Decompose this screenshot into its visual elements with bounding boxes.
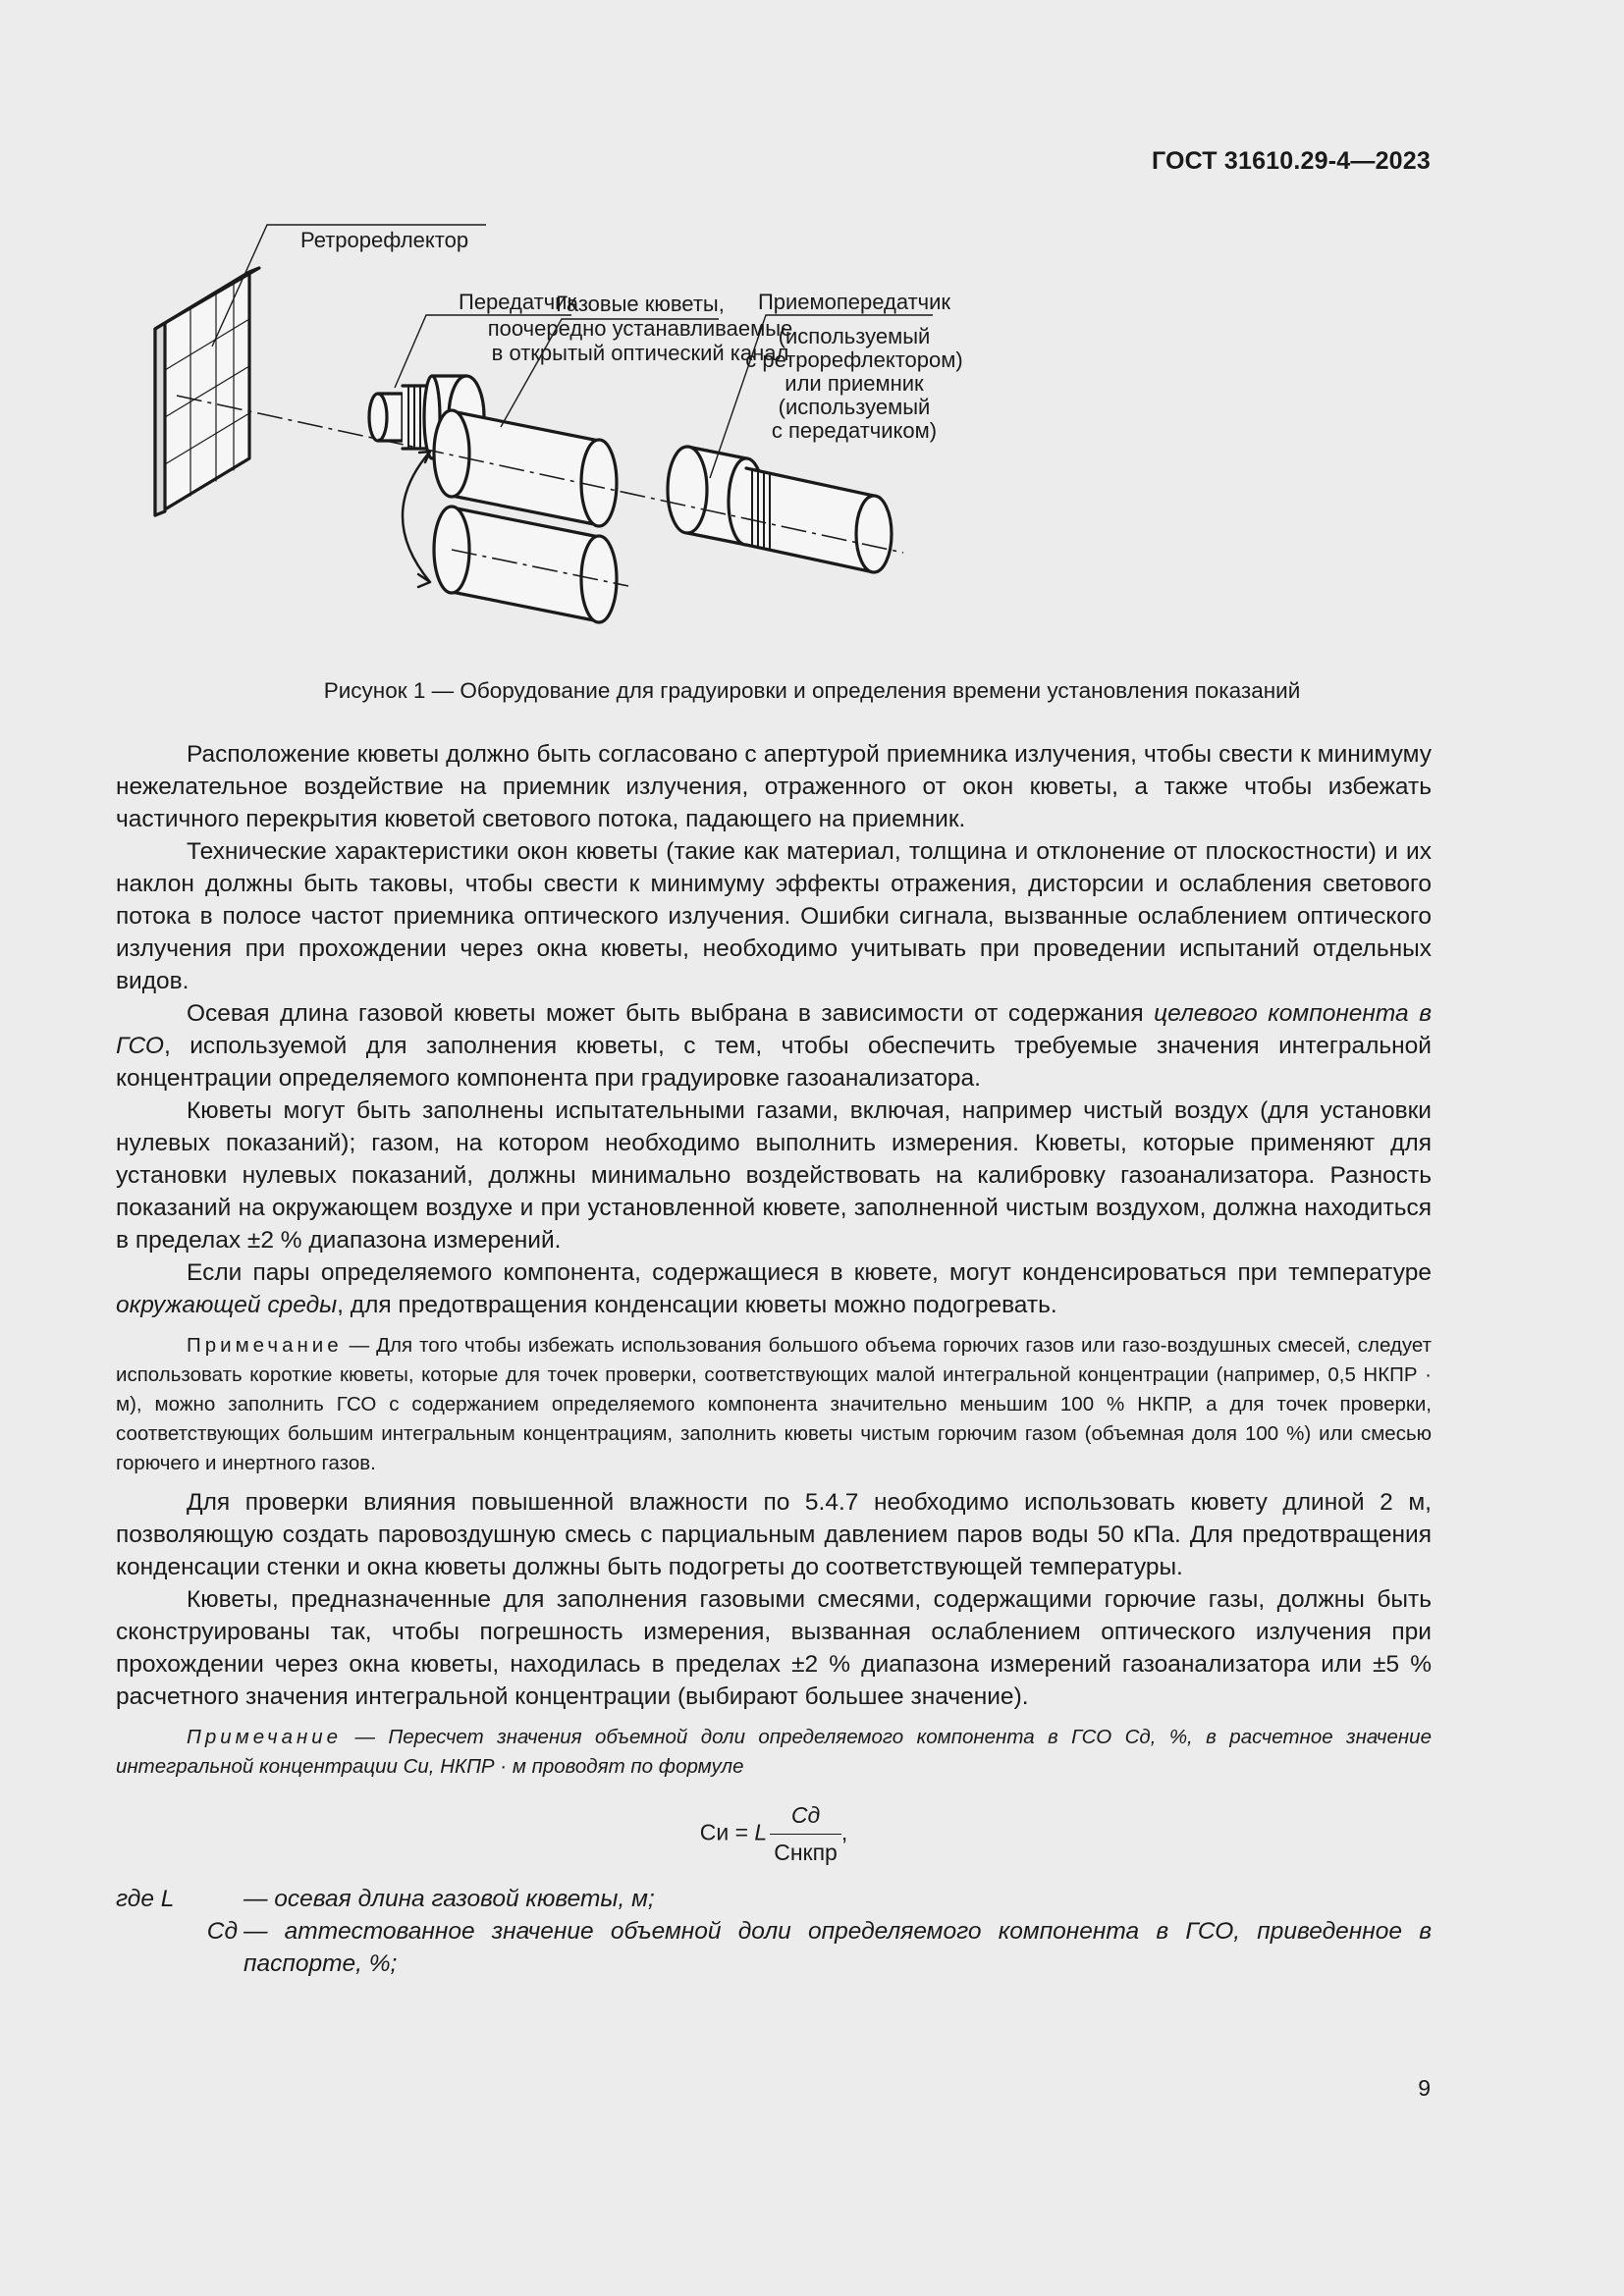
where-block: [116, 1883, 1432, 1980]
text-run: Осевая длина газовой кюветы может быть выбрана в зависимости от содержания: [187, 1000, 1155, 1027]
paragraph: Кюветы, предназначенные для заполнения газовыми смесями, содержащими горючие газы, должны быть сконструированы так, чтобы погрешность измерения, вызванная ослаблением оптического излучения при прохождении через окна кюветы, находилась в пределах ±2 % диапазона измерений газоанализатора или ±5 % расчетного значения интегральной концентрации (выбирают большее значение).: [116, 1586, 1432, 1710]
label-cells-3: в открытый оптический канал: [491, 341, 789, 365]
label-transceiver-3: с ретрорефлектором): [745, 347, 963, 372]
figure-caption: Рисунок 1 — Оборудование для градуировки и определения времени установления показаний: [323, 678, 1301, 703]
page-number: 9: [1418, 2075, 1431, 2101]
where-definition: — осевая длина газовой кюветы, м;: [244, 1886, 655, 1912]
paragraph: [116, 997, 1432, 1095]
paragraph: Технические характеристики окон кюветы (такие как материал, толщина и отклонение от плоскостности) и их наклон должны быть таковы, чтобы свести к минимуму эффекты отражения, дисторсии и ослабления светового потока в полосе частот приемника оптического излучения. Ошибки сигнала, вызванные ослаблением оптического излучения при прохождении через окна кюветы, необходимо учитывать при проведении испытаний отдельных видов.: [116, 838, 1432, 994]
emphasis: целевого компонента в ГСО: [116, 1000, 1432, 1059]
text-run: , для предотвращения конденсации кюветы можно подогревать.: [337, 1292, 1057, 1318]
formula: [116, 1799, 1432, 1869]
label-transmitter: Передатчик: [459, 290, 577, 314]
paragraph: Для проверки влияния повышенной влажности по 5.4.7 необходимо использовать кювету длиной 2 м, позволяющую создать паровоздушную смесь с парциальным давлением паров воды 50 кПа. Для предотвращения конденсации стенки и окна кюветы должны быть подогреты до соответствующей температуры.: [116, 1489, 1432, 1580]
formula-factor: L: [754, 1819, 768, 1845]
paragraph: Расположение кюветы должно быть согласовано с апертурой приемника излучения, чтобы свести к минимуму нежелательное воздействие на приемник излучения, отраженного от окон кюветы, а также чтобы избежать частичного перекрытия кюветой светового потока, падающего на приемник.: [116, 741, 1432, 832]
formula-lhs: Си =: [699, 1819, 755, 1845]
where-row: [116, 1915, 1432, 1980]
emphasis: окружающей среды: [116, 1292, 338, 1318]
label-transceiver-2: (используемый: [778, 324, 931, 348]
label-transceiver-6: с передатчиком): [771, 418, 938, 443]
formula-trailing: ,: [840, 1819, 848, 1845]
label-transceiver-4: или приемник: [785, 371, 924, 396]
where-definition: — аттестованное значение объемной доли определяемого компонента в ГСО, приведенное в паспорте, %;: [244, 1918, 1432, 1977]
body-text: [116, 738, 1432, 1980]
where-symbol: Сд: [206, 1918, 238, 1945]
text-run: Если пары определяемого компонента, содержащиеся в кювете, могут конденсироваться при температуре: [187, 1259, 1432, 1286]
note-2: [116, 1723, 1432, 1782]
where-symbol: где L: [116, 1886, 175, 1912]
note-label: Примечание: [187, 1334, 343, 1357]
formula-fraction: [770, 1799, 841, 1869]
standard-id: ГОСТ 31610.29-4—2023: [1151, 147, 1431, 175]
equipment-diagram: [118, 201, 1473, 677]
note-text: — Пересчет значения объемной доли определяемого компонента в ГСО Сд, %, в расчетное значение интегральной концентрации Си, НКПР · м проводят по формуле: [116, 1726, 1432, 1778]
paragraph: [116, 1256, 1432, 1321]
formula-denominator: Снкпр: [774, 1840, 838, 1865]
label-cells-2: поочередно устанавливаемые: [487, 316, 793, 341]
label-retroreflector: Ретрорефлектор: [300, 228, 469, 252]
note-text: — Для того чтобы избежать использования большого объема горючих газов или газо-воздушных смесей, следует использовать короткие кюветы, которые для точек проверки, соответствующих малой интегральной концентрации (например, 0,5 НКПР · м), можно заполнить ГСО с содержанием определяемого компонента значительно меньшим 100 % НКПР, а для точек проверки, соответствующих большим интегральным концентрациям, заполнить кюветы чистым горючим газом (объемная доля 100 %) или смесью горючего и инертного газов.: [116, 1334, 1432, 1474]
note-label: Примечание: [187, 1726, 343, 1748]
where-row: [116, 1883, 1432, 1915]
note-1: [116, 1331, 1432, 1478]
label-transceiver-1: Приемопередатчик: [757, 290, 951, 314]
formula-numerator: Сд: [770, 1799, 841, 1835]
text-run: , используемой для заполнения кюветы, с тем, чтобы обеспечить требуемые значения интегральной концентрации определяемого компонента при градуировке газоанализатора.: [116, 1033, 1432, 1092]
label-cells-1: Газовые кюветы,: [556, 292, 725, 316]
swap-arrow: [403, 452, 430, 587]
figure-1: [118, 201, 1473, 677]
retroreflector-panel: [155, 268, 259, 515]
paragraph: Кюветы могут быть заполнены испытательными газами, включая, например чистый воздух (для установки нулевых показаний); газом, на котором необходимо выполнить измерения. Кюветы, которые применяют для установки нулевых показаний, должны минимально воздействовать на калибровку газоанализатора. Разность показаний на окружающем воздухе и при установленной кювете, заполненной чистым воздухом, должна находиться в пределах ±2 % диапазона измерений.: [116, 1097, 1432, 1254]
label-transceiver-5: (используемый: [778, 395, 931, 419]
